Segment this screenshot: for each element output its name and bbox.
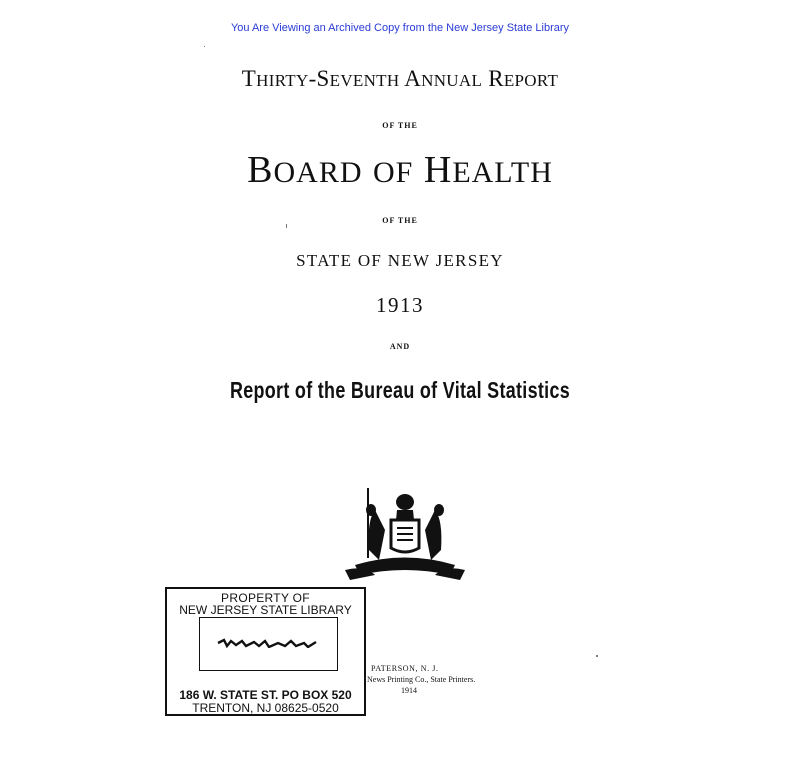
stamp-signature-box — [199, 617, 338, 671]
report-year: 1913 — [376, 293, 424, 317]
scan-speck — [286, 224, 287, 228]
stamp-line-1: PROPERTY OF — [221, 591, 310, 605]
board-of-health-title: BOARD OF HEALTH — [247, 149, 553, 191]
printer-imprint — [367, 663, 507, 696]
state-seal-icon — [335, 480, 475, 585]
state-name: STATE OF NEW JERSEY — [296, 251, 504, 270]
printer-city: PATERSON, N. J. — [371, 664, 439, 673]
and-label: AND — [389, 342, 411, 351]
stamp-line-3: 186 W. STATE ST. PO BOX 520 — [179, 688, 352, 702]
of-the-label: OF THE — [382, 121, 418, 130]
scan-speck — [596, 655, 598, 657]
signature-scrawl-icon — [216, 638, 320, 648]
printer-year: 1914 — [401, 686, 417, 695]
library-stamp — [165, 587, 366, 716]
archive-banner: You Are Viewing an Archived Copy from the New Jersey State Library — [230, 22, 570, 34]
stamp-line-2: NEW JERSEY STATE LIBRARY — [179, 603, 352, 617]
stamp-line-4: TRENTON, NJ 08625-0520 — [192, 701, 339, 715]
printer-name: News Printing Co., State Printers. — [367, 675, 476, 684]
report-title-line: THIRTY-SEVENTH ANNUAL REPORT — [241, 66, 559, 91]
of-the-label-2: OF THE — [382, 216, 418, 225]
subtitle: Report of the Bureau of Vital Statistics — [229, 377, 571, 403]
scan-speck — [204, 46, 205, 47]
